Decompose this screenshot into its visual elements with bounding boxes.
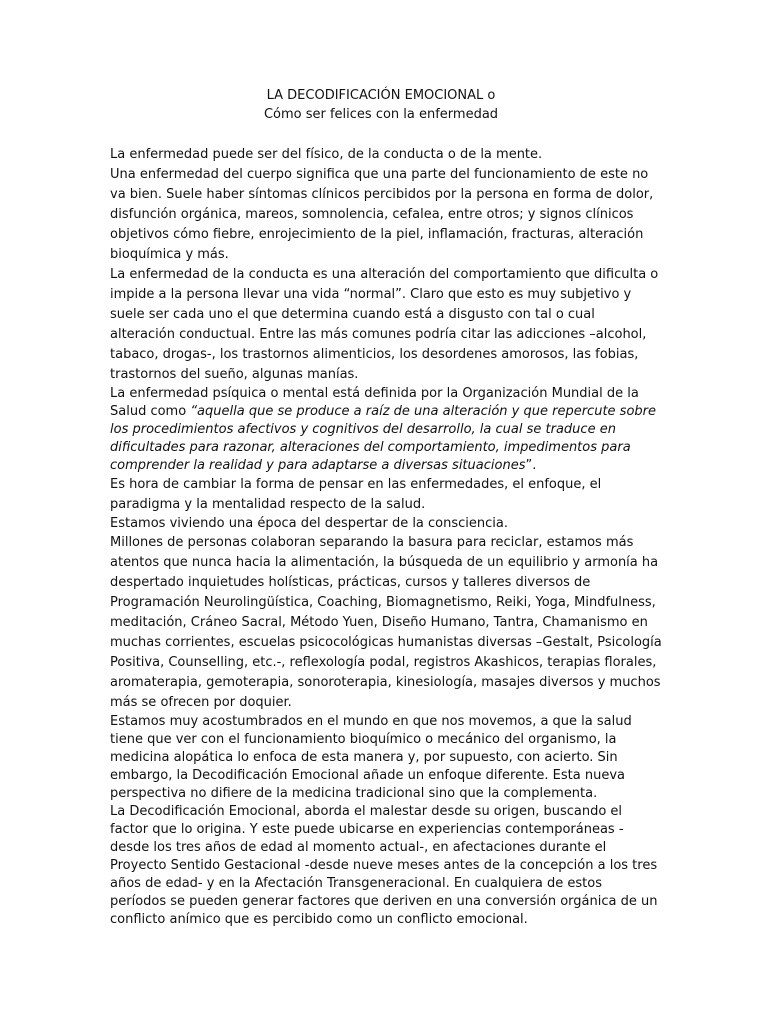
paragraph-physical-illness: Una enfermedad del cuerpo significa que una parte del funcionamiento de este no va bien. Suele haber síntomas clínicos percibidos por la persona en forma de dolor, disfunción orgánica, mareos, somnolencia, cefalea, entre otros; y signos clínicos objetivos cómo fiebre, enrojecimiento de la piel, inflamación, fracturas, alteración bioquímica y más.	[110, 167, 654, 262]
paragraph-mental-illness-end: ”.	[525, 458, 537, 473]
paragraph-mental-illness-intro: La enfermedad psíquica o mental está definida por la Organización Mundial de la Salud como	[110, 386, 639, 419]
paragraph-definition: La enfermedad puede ser del físico, de la conducta o de la mente.	[110, 147, 543, 162]
document-body	[110, 145, 662, 929]
title-line-1: LA DECODIFICACIÓN EMOCIONAL o	[266, 88, 496, 103]
paragraph-holistic-practices: Millones de personas colaboran separando la basura para reciclar, estamos más atentos que nunca hacia la alimentación, la búsqueda de un equilibrio y armonía ha despertado inquietudes holísticas, prácticas, cursos y talleres diversos de Programación Neurolingüística, Coaching, Biomagnetismo, Reiki, Yoga, Mindfulness, meditación, Cráneo Sacral, Método Yuen, Diseño Humano, Tantra, Chamanismo en muchas corrientes, escuelas psicocológicas humanistas diversas –Gestalt, Psicología Positiva, Counselling, etc.-, reflexología podal, registros Akashicos, terapias florales, aromaterapia, gemoterapia, sonoroterapia, kinesiología, masajes diversos y muchos más se ofrecen por doquier.	[110, 535, 662, 710]
paragraph-awakening: Estamos viviendo una época del despertar de la consciencia.	[110, 516, 508, 531]
paragraph-traditional-medicine: Estamos muy acostumbrados en el mundo en que nos movemos, a que la salud tiene que ver con el funcionamiento bioquímico o mecánico del organismo, la medicina alopática lo enfoca de esta manera y, por supuesto, con acierto. Sin embargo, la Decodificación Emocional añade un enfoque diferente. Esta nueva perspectiva no difiere de la medicina tradicional sino que la complementa.	[110, 714, 632, 801]
paragraph-emotional-decoding: La Decodificación Emocional, aborda el malestar desde su origen, buscando el factor que lo origina. Y este puede ubicarse en experiencias contemporáneas -desde los tres años de edad al momento actual-, en afectaciones durante el Proyecto Sentido Gestacional -desde nueve meses antes de la concepción a los tres años de edad- y en la Afectación Transgeneracional. En cualquiera de estos períodos se pueden generar factores que deriven en una conversión orgánica de un conflicto anímico que es percibido como un conflicto emocional.	[110, 804, 658, 927]
who-quote: “aquella que se produce a raíz de una alteración y que repercute sobre los procedimientos afectivos y cognitivos del desarrollo, la cual se traduce en dificultades para razonar, alteraciones del comportamiento, impedimentos para comprender la realidad y para adaptarse a diversas situaciones	[110, 404, 656, 473]
paragraph-behavioral-illness: La enfermedad de la conducta es una alteración del comportamiento que dificulta o impide a la persona llevar una vida “normal”. Claro que esto es muy subjetivo y suele ser cada uno el que determina cuando está a disgusto con tal o cual alteración conductual. Entre las más comunes podría citar las adicciones –alcohol, tabaco, drogas-, los trastornos alimenticios, los desordenes amorosos, las fobias, trastornos del sueño, algunas manías.	[110, 267, 659, 382]
paragraph-paradigm-change: Es hora de cambiar la forma de pensar en las enfermedades, el enfoque, el paradigma y la mentalidad respecto de la salud.	[110, 477, 602, 512]
paragraph-mental-illness	[110, 385, 662, 475]
title-line-2: Cómo ser felices con la enfermedad	[263, 107, 499, 122]
document-title	[0, 86, 762, 124]
